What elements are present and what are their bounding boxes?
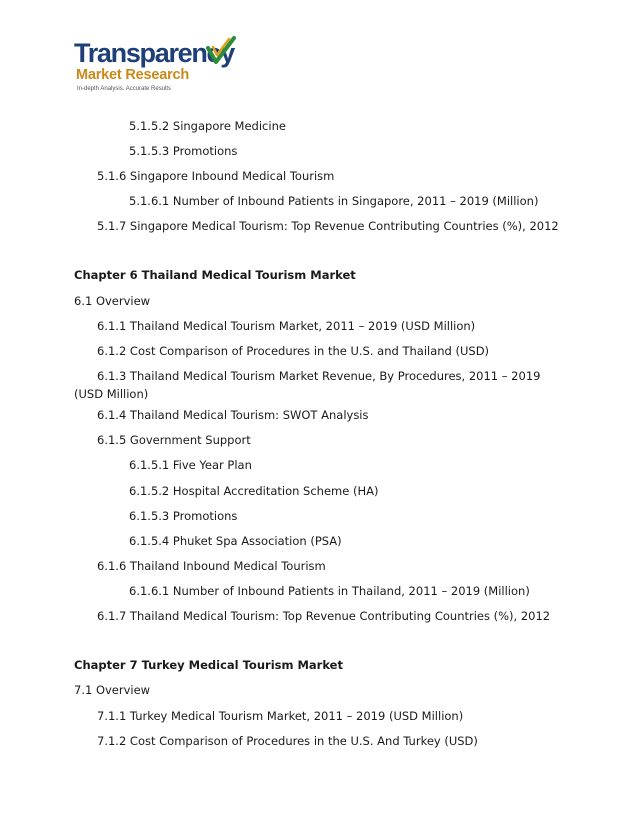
toc-entry: 6.1.5 Government Support [97,433,251,447]
logo-subtitle: Market Research [76,67,190,83]
toc-entry: 6.1.6 Thailand Inbound Medical Tourism [97,559,326,573]
logo-wordmark: Transparency [74,38,234,68]
toc-entry: 6.1.5.4 Phuket Spa Association (PSA) [129,534,342,548]
toc-entry: 6.1.6.1 Number of Inbound Patients in Thailand, 2011 – 2019 (Million) [129,584,530,598]
toc-entry: 6.1.5.3 Promotions [129,509,238,523]
logo-tagline: In-depth Analysis. Accurate Results [77,86,172,92]
toc-entry: 6.1.7 Thailand Medical Tourism: Top Revenue Contributing Countries (%), 2012 [97,609,551,623]
toc-entry: 6.1.2 Cost Comparison of Procedures in the U.S. and Thailand (USD) [97,344,490,358]
toc-entry: 6.1 Overview [74,294,151,308]
toc-entry: 6.1.5.2 Hospital Accreditation Scheme (HA) [129,484,379,498]
toc-entry: 5.1.5.2 Singapore Medicine [129,119,286,133]
toc-entry: 5.1.5.3 Promotions [129,144,238,158]
chapter-heading: Chapter 7 Turkey Medical Tourism Market [74,658,343,672]
toc-entry: 7.1.2 Cost Comparison of Procedures in the U.S. And Turkey (USD) [97,734,478,748]
toc-entry: 5.1.7 Singapore Medical Tourism: Top Revenue Contributing Countries (%), 2012 [97,219,559,233]
toc-entry: 7.1.1 Turkey Medical Tourism Market, 2011 – 2019 (USD Million) [97,709,464,723]
toc-entry: 6.1.3 Thailand Medical Tourism Market Revenue, By Procedures, 2011 – 2019 (USD Million) [74,369,541,401]
checkmark-icon [204,34,238,68]
chapter-heading: Chapter 6 Thailand Medical Tourism Market [74,268,356,282]
toc-entry: 6.1.4 Thailand Medical Tourism: SWOT Analysis [97,408,369,422]
toc-entry: 5.1.6 Singapore Inbound Medical Tourism [97,169,335,183]
toc-entry: 6.1.5.1 Five Year Plan [129,458,252,472]
toc-entry: 6.1.1 Thailand Medical Tourism Market, 2011 – 2019 (USD Million) [97,319,476,333]
toc-entry: 7.1 Overview [74,683,151,697]
toc-entry: 5.1.6.1 Number of Inbound Patients in Singapore, 2011 – 2019 (Million) [129,194,539,208]
company-logo [74,34,244,98]
